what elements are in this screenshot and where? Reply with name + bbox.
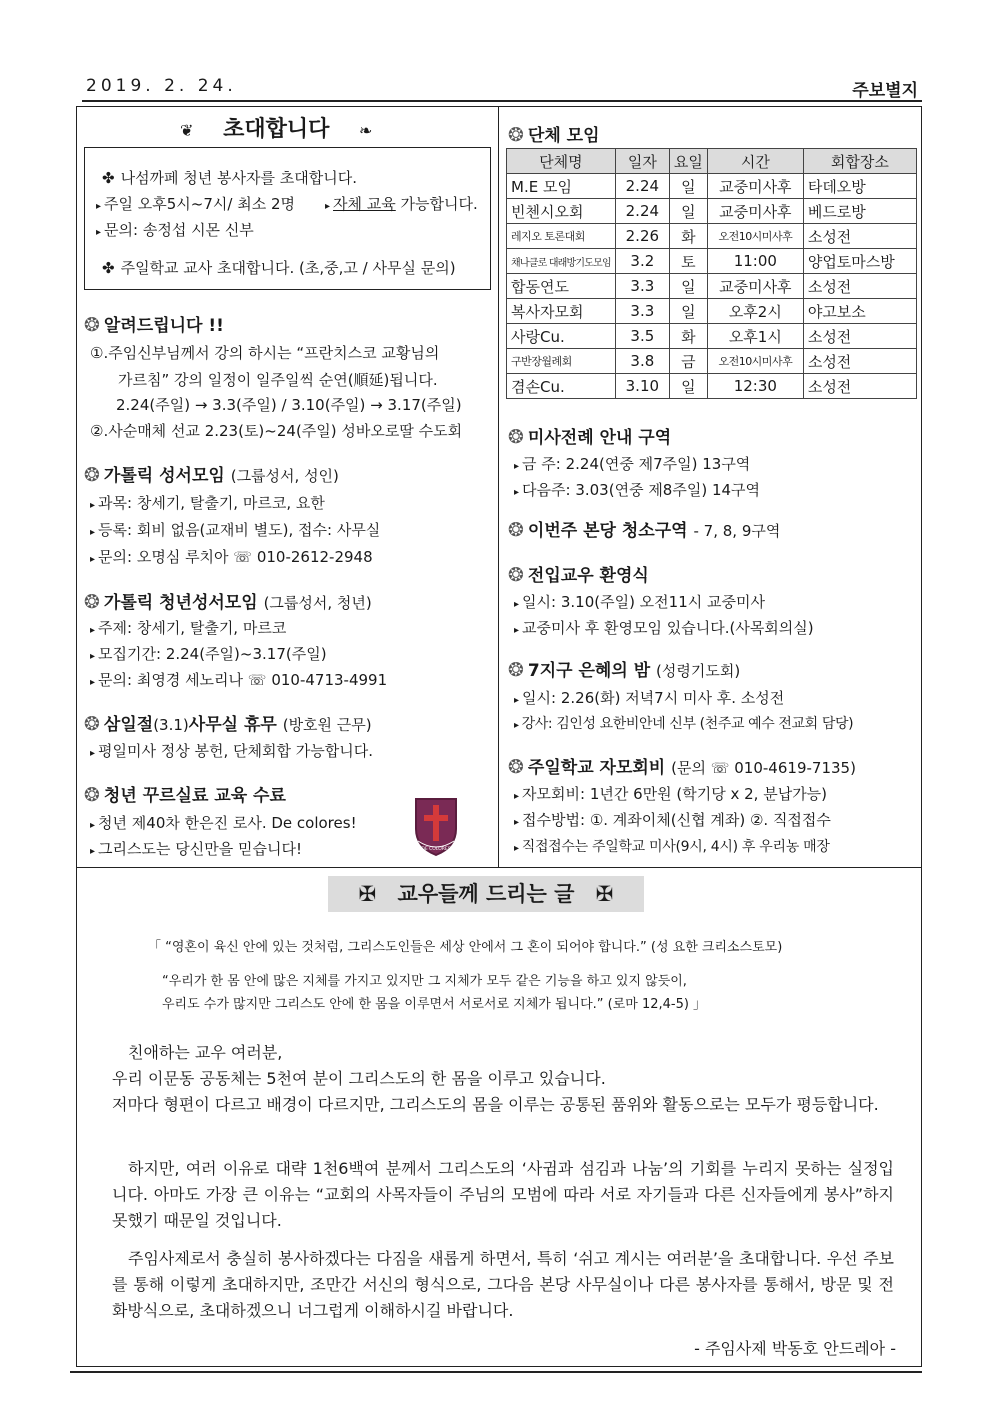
- star-icon: ❂: [84, 784, 100, 806]
- invite-item: ▸ 문의: 송정섭 시몬 신부: [96, 221, 254, 239]
- table-row: [507, 174, 917, 199]
- groups-table: [506, 148, 917, 399]
- letter-quote: “우리가 한 몸 안에 많은 지체를 가지고 있지만 그 지체가 모두 같은 기능을 하고 있지 않듯이,: [162, 974, 687, 989]
- table-cell: 교중미사후: [707, 274, 803, 299]
- welcome-line: ▸ 교중미사 후 환영모임 있습니다.(사목회의실): [514, 619, 814, 637]
- swirl-icon: ❦: [180, 121, 194, 140]
- table-cell: 2.26: [615, 224, 669, 249]
- youth-bible-title: ❂ 가톨릭 청년성서모임 (그룹성서, 청년): [84, 591, 372, 613]
- triangle-icon: ▸: [514, 720, 519, 731]
- cross-icon: ✠: [358, 882, 377, 906]
- announce-line: 가르침” 강의 일정이 일주일씩 순연(順延)됩니다.: [118, 371, 438, 389]
- invite-item: ✤ 주일학교 교사 초대합니다. (초,중,고 / 사무실 문의): [102, 259, 456, 277]
- table-header-cell: 요일: [669, 149, 707, 174]
- letter-title: ✠ 교우들께 드리는 글 ✠: [328, 876, 644, 912]
- table-cell: 일: [669, 199, 707, 224]
- table-cell: 오후1시: [707, 324, 803, 349]
- letter-greeting: 친애하는 교우 여러분,: [128, 1043, 283, 1062]
- triangle-icon: ▸: [90, 554, 96, 565]
- star-icon: ❂: [84, 713, 100, 735]
- table-cell: 토: [669, 249, 707, 274]
- table-row: [507, 224, 917, 249]
- star-icon: ❂: [84, 591, 100, 613]
- mass-guide-title: ❂ 미사전례 안내 구역: [508, 426, 672, 448]
- table-row: [507, 349, 917, 374]
- invite-heading: [180, 112, 372, 143]
- table-cell: 구반장월례회: [507, 349, 616, 374]
- announce-title: ❂ 알려드립니다 !!: [84, 314, 224, 336]
- table-cell: 소성전: [803, 374, 916, 399]
- table-cell: 금: [669, 349, 707, 374]
- letter-signature: - 주임사제 박동호 안드레아 -: [694, 1339, 896, 1358]
- triangle-icon: ▸: [90, 748, 96, 759]
- table-cell: 일: [669, 174, 707, 199]
- triangle-icon: ▸: [96, 201, 102, 212]
- star-icon: ❂: [84, 314, 100, 336]
- holiday-line: ▸ 평일미사 정상 봉헌, 단체회합 가능합니다.: [90, 742, 373, 760]
- table-cell: 채나클로 대래방기도모임: [507, 249, 616, 274]
- triangle-icon: ▸: [514, 625, 520, 636]
- letter-paragraph: 저마다 형편이 다르고 배경이 다르지만, 그리스도의 몸을 이루는 공통된 품위와 활동으로는 모두가 평등합니다.: [112, 1095, 879, 1114]
- parents-title: ❂ 주일학교 자모회비 (문의 ☏ 010-4619-7135): [508, 756, 856, 778]
- letter-paragraph: 주임사제로서 충실히 봉사하겠다는 다짐을 새롭게 하면서, 특히 ‘쉬고 계시는 여러분’을 초대합니다. 우선 주보를 통해 이렇게 초대하지만, 조만간 서신의 형식으로, 그다음 본당 사무실이나 다른 봉사자를 통해서, 방문 및 전화방식으로, 초대하겠으니 너그럽게 이해하시길 바랍니다.: [112, 1249, 894, 1320]
- letter-paragraph: 우리 이문동 공동체는 5천여 분이 그리스도의 한 몸을 이루고 있습니다.: [112, 1069, 606, 1088]
- cursillo-line: ▸ 청년 제40차 한은진 로사. De colores!: [90, 814, 357, 832]
- table-cell: 양업토마스방: [803, 249, 916, 274]
- triangle-icon: ▸: [90, 651, 96, 662]
- cross-icon: ✠: [595, 882, 614, 906]
- column-divider: [498, 106, 499, 868]
- letter-paragraph: 하지만, 여러 이유로 대략 1천6백여 분께서 그리스도의 ‘사귐과 섬김과 나눔’의 기회를 누리지 못하는 실정입니다. 아마도 가장 큰 이유는 “교회의 사목자들이 주님의 모범에 따라 서로 자기들과 다른 신자들에게 봉사”하지 못했기 때문일 것입니다.: [112, 1159, 894, 1230]
- mass-guide-line: ▸ 다음주: 3.03(연중 제8주일) 14구역: [514, 481, 761, 499]
- table-row: [507, 274, 917, 299]
- table-row: [507, 374, 917, 399]
- table-cell: 겸손Cu.: [507, 374, 616, 399]
- table-cell: 2.24: [615, 174, 669, 199]
- table-cell: 12:30: [707, 374, 803, 399]
- triangle-icon: ▸: [514, 695, 520, 706]
- table-header-cell: 일자: [615, 149, 669, 174]
- table-cell: 합동연도: [507, 274, 616, 299]
- table-cell: 야고보소: [803, 299, 916, 324]
- table-cell: 2.24: [615, 199, 669, 224]
- youth-bible-line: ▸ 주제: 창세기, 탈출기, 마르코: [90, 619, 287, 637]
- announce-line: ①.주임신부님께서 강의 하시는 “프란치스코 교황님의: [90, 344, 440, 362]
- grace-line: ▸ 강사: 김인성 요한비안네 신부 (천주교 예수 전교회 담당): [514, 716, 854, 732]
- bible-title: ❂ 가톨릭 성서모임 (그룹성서, 성인): [84, 464, 339, 486]
- table-cell: 일: [669, 274, 707, 299]
- table-row: [507, 299, 917, 324]
- footer-line: [70, 1371, 922, 1373]
- table-cell: 3.2: [615, 249, 669, 274]
- triangle-icon: ▸: [90, 527, 96, 538]
- table-cell: 소성전: [803, 224, 916, 249]
- cross-icon: ✤: [102, 169, 115, 187]
- table-cell: 교중미사후: [707, 199, 803, 224]
- triangle-icon: ▸: [514, 599, 520, 610]
- table-cell: 베드로방: [803, 199, 916, 224]
- bulletin-label: 주보별지: [852, 81, 918, 101]
- table-cell: 타데오방: [803, 174, 916, 199]
- table-cell: 3.3: [615, 274, 669, 299]
- logo-text: DE COLORES: [421, 847, 451, 852]
- invite-title: 초대합니다: [223, 117, 330, 142]
- table-cell: 일: [669, 299, 707, 324]
- table-cell: 오전10시미사후: [707, 224, 803, 249]
- grace-title: ❂ 7지구 은혜의 밤 (성령기도회): [508, 659, 741, 681]
- triangle-icon: ▸: [90, 625, 96, 636]
- table-cell: 복사자모회: [507, 299, 616, 324]
- invite-item: ▸ 자체 교육 가능합니다.: [325, 195, 478, 213]
- letter-quote: 「 “영혼이 육신 안에 있는 것처럼, 그리스도인들은 세상 안에서 그 혼이 되어야 합니다.” (성 요한 크리소스토모): [148, 940, 783, 955]
- welcome-line: ▸ 일시: 3.10(주일) 오전11시 교중미사: [514, 593, 765, 611]
- table-cell: 빈첸시오회: [507, 199, 616, 224]
- triangle-icon: ▸: [90, 820, 96, 831]
- table-cell: 3.5: [615, 324, 669, 349]
- table-row: [507, 324, 917, 349]
- star-icon: ❂: [84, 464, 100, 486]
- table-cell: 오후2시: [707, 299, 803, 324]
- star-icon: ❂: [508, 659, 524, 681]
- grace-line: ▸ 일시: 2.26(화) 저녁7시 미사 후. 소성전: [514, 689, 785, 707]
- holiday-title: ❂ 삼일절(3.1)사무실 휴무 (방호원 근무): [84, 713, 372, 735]
- triangle-icon: ▸: [90, 500, 96, 511]
- triangle-icon: ▸: [514, 461, 520, 472]
- triangle-icon: ▸: [325, 201, 331, 212]
- table-cell: 일: [669, 374, 707, 399]
- groups-title: ❂ 단체 모임: [508, 124, 600, 146]
- cross-icon: ✤: [102, 259, 115, 277]
- table-header-row: [507, 149, 917, 174]
- parents-line: ▸ 직접접수는 주일학교 미사(9시, 4시) 후 우리농 매장: [514, 839, 830, 855]
- table-cell: M.E 모임: [507, 174, 616, 199]
- triangle-icon: ▸: [514, 487, 520, 498]
- table-cell: 소성전: [803, 274, 916, 299]
- star-icon: ❂: [508, 756, 524, 778]
- swirl-icon: ❧: [359, 121, 373, 140]
- letter-quote: 우리도 수가 많지만 그리스도 안에 한 몸을 이루면서 서로서로 지체가 됩니다.” (로마 12,4-5) 」: [162, 997, 707, 1012]
- table-cell: 사랑Cu.: [507, 324, 616, 349]
- table-header-cell: 단체명: [507, 149, 616, 174]
- welcome-title: ❂ 전입교우 환영식: [508, 564, 649, 586]
- table-cell: 화: [669, 324, 707, 349]
- bible-line: ▸ 문의: 오명심 루치아 ☏ 010-2612-2948: [90, 548, 373, 566]
- star-icon: ❂: [508, 124, 524, 146]
- star-icon: ❂: [508, 426, 524, 448]
- announce-line: ②.사순매체 선교 2.23(토)~24(주일) 성바오로딸 수도회: [90, 422, 463, 440]
- table-row: [507, 199, 917, 224]
- triangle-icon: ▸: [514, 843, 519, 854]
- table-cell: 3.10: [615, 374, 669, 399]
- triangle-icon: ▸: [514, 817, 520, 828]
- table-header-cell: 회합장소: [803, 149, 916, 174]
- table-cell: 교중미사후: [707, 174, 803, 199]
- bible-line: ▸ 등록: 회비 없음(교재비 별도), 접수: 사무실: [90, 521, 381, 539]
- table-cell: 3.3: [615, 299, 669, 324]
- invite-item: ▸ 주일 오후5시~7시/ 최소 2명: [96, 195, 295, 213]
- table-cell: 화: [669, 224, 707, 249]
- table-cell: 11:00: [707, 249, 803, 274]
- invite-item: ✤ 나섬까페 청년 봉사자를 초대합니다.: [102, 169, 358, 187]
- table-cell: 소성전: [803, 349, 916, 374]
- table-header-cell: 시간: [707, 149, 803, 174]
- bulletin-header: [82, 72, 922, 102]
- cursillo-line: ▸ 그리스도는 당신만을 믿습니다!: [90, 840, 302, 858]
- star-icon: ❂: [508, 564, 524, 586]
- triangle-icon: ▸: [90, 677, 96, 688]
- announce-line: 2.24(주일) → 3.3(주일) / 3.10(주일) → 3.17(주일): [116, 396, 462, 414]
- cleaning-title: ❂ 이번주 본당 청소구역 - 7, 8, 9구역: [508, 519, 781, 541]
- star-icon: ❂: [508, 519, 524, 541]
- table-cell: 3.8: [615, 349, 669, 374]
- bible-line: ▸ 과목: 창세기, 탈출기, 마르코, 요한: [90, 494, 325, 512]
- youth-bible-line: ▸ 문의: 최영경 세노리나 ☏ 010-4713-4991: [90, 671, 388, 689]
- table-cell: 소성전: [803, 324, 916, 349]
- triangle-icon: ▸: [96, 227, 102, 238]
- cursillo-title: ❂ 청년 꾸르실료 교육 수료: [84, 784, 286, 806]
- table-cell: 레지오 토론대회: [507, 224, 616, 249]
- parents-line: ▸ 자모회비: 1년간 6만원 (학기당 x 2, 분납가능): [514, 785, 828, 803]
- youth-bible-line: ▸ 모집기간: 2.24(주일)~3.17(주일): [90, 645, 327, 663]
- mass-guide-line: ▸ 금 주: 2.24(연중 제7주일) 13구역: [514, 455, 751, 473]
- bulletin-date: 2019. 2. 24.: [86, 76, 237, 96]
- parents-line: ▸ 접수방법: ①. 계좌이체(신협 계좌) ②. 직접접수: [514, 811, 831, 829]
- table-row: [507, 249, 917, 274]
- triangle-icon: ▸: [90, 846, 96, 857]
- table-cell: 오전10시미사후: [707, 349, 803, 374]
- triangle-icon: ▸: [514, 791, 520, 802]
- cursillo-logo: [412, 795, 460, 857]
